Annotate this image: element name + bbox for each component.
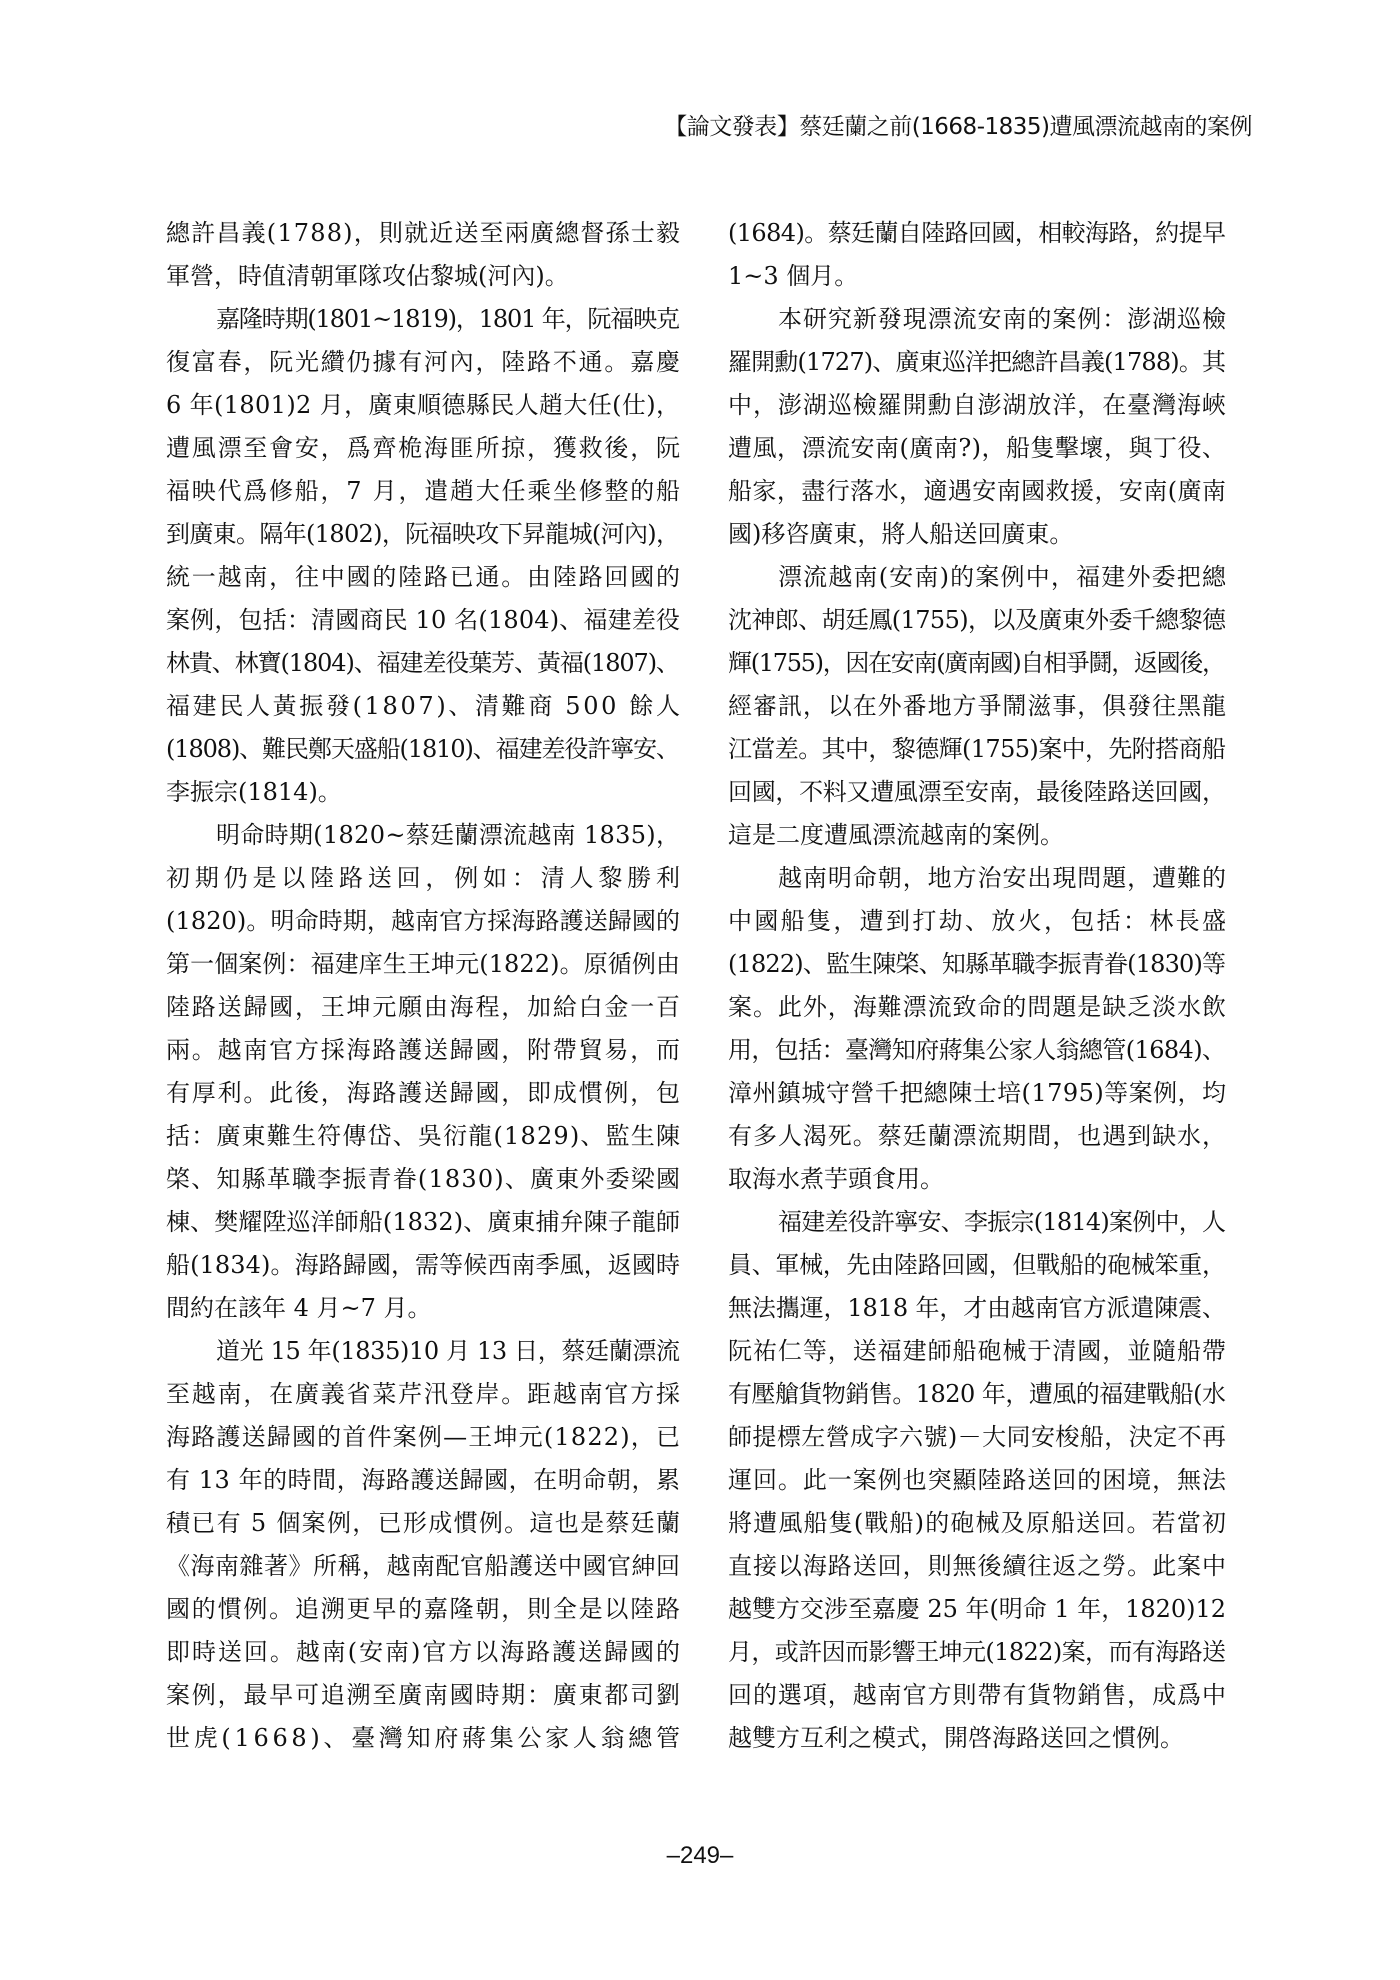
paragraph-first-line: 明命時期(1820~蔡廷蘭漂流越南 1835)， (216, 821, 681, 849)
text-line: 棟、樊耀陞巡洋師船(1832)、廣東捕弁陳子龍師 (166, 1208, 681, 1236)
text-line: (1822)、監生陳棨、知縣革職李振青眷(1830)等 (728, 950, 1226, 978)
text-line: 回的選項，越南官方則帶有貨物銷售，成爲中 (728, 1681, 1227, 1709)
text-line: 直接以海路送回，則無後續往返之勞。此案中 (728, 1552, 1227, 1580)
text-line: 沈神郎、胡廷鳳(1755)，以及廣東外委千總黎德 (728, 606, 1226, 634)
text-line: 國的慣例。追溯更早的嘉隆朝，則全是以陸路 (166, 1595, 682, 1623)
text-line: 越雙方互利之模式，開啓海路送回之慣例。 (728, 1724, 1184, 1752)
paragraph-first-line: 本研究新發現漂流安南的案例：澎湖巡檢 (778, 305, 1227, 333)
text-line: 有厚利。此後，海路護送歸國，即成慣例，包 (166, 1079, 682, 1107)
paragraph-first-line: 越南明命朝，地方治安出現問題，遭難的 (778, 864, 1227, 892)
text-line: 間約在該年 4 月~7 月。 (166, 1294, 432, 1322)
text-line: 國)移咨廣東，將人船送回廣東。 (728, 520, 1074, 548)
text-line: 案例，最早可追溯至廣南國時期：廣東都司劉 (166, 1681, 682, 1709)
text-line: 中國船隻，遭到打劫、放火，包括：林長盛 (728, 907, 1229, 935)
text-line: 林貴、林寶(1804)、福建差役葉芳、黃福(1807)、 (166, 649, 679, 677)
text-line: 軍營，時值清朝軍隊攻佔黎城(河內)。 (166, 262, 569, 290)
text-line: 江當差。其中，黎德輝(1755)案中，先附搭商船 (728, 735, 1226, 763)
page-number: –249– (666, 1842, 734, 1869)
text-column-right (728, 212, 1229, 1760)
paragraph-first-line: 嘉隆時期(1801~1819)，1801 年，阮福映克 (216, 305, 679, 333)
text-line: 1~3 個月。 (728, 262, 859, 290)
text-line: 棨、知縣革職李振青眷(1830)、廣東外委梁國 (166, 1165, 682, 1193)
text-line: 無法攜運，1818 年，才由越南官方派遣陳震、 (728, 1294, 1226, 1322)
text-line: 有壓艙貨物銷售。1820 年，遭風的福建戰船(水 (728, 1380, 1226, 1408)
text-line: 福建民人黃振發(1807)、清難商 500 餘人 (166, 692, 683, 720)
text-line: 海路護送歸國的首件案例—王坤元(1822)，已 (166, 1423, 682, 1451)
text-line: 第一個案例：福建庠生王坤元(1822)。原循例由 (166, 950, 681, 978)
text-line: 案。此外，海難漂流致命的問題是缺乏淡水飲 (728, 993, 1227, 1021)
text-line: 6 年(1801)2 月，廣東順德縣民人趙大任(仕)， (166, 391, 681, 419)
text-line: 船家，盡行落水，適遇安南國救援，安南(廣南 (728, 477, 1227, 505)
text-line: 船(1834)。海路歸國，需等候西南季風，返國時 (166, 1251, 681, 1279)
text-line: 這是二度遭風漂流越南的案例。 (728, 821, 1064, 849)
text-line: 陸路送歸國，王坤元願由海程，加給白金一百 (166, 993, 682, 1021)
text-line: 至越南，在廣義省菜芹汛登岸。距越南官方採 (166, 1380, 682, 1408)
text-line: 兩。越南官方採海路護送歸國，附帶貿易，而 (166, 1036, 682, 1064)
text-line: 遭風漂至會安，爲齊桅海匪所掠，獲救後，阮 (166, 434, 682, 462)
text-line: 用，包括：臺灣知府蔣集公家人翁總管(1684)、 (728, 1036, 1226, 1064)
text-line: 月，或許因而影響王坤元(1822)案，而有海路送 (728, 1638, 1226, 1666)
text-line: 《海南雜著》所稱，越南配官船護送中國官紳回 (166, 1552, 681, 1580)
text-line: 有 13 年的時間，海路護送歸國，在明命朝，累 (166, 1466, 681, 1494)
text-line: 總許昌義(1788)，則就近送至兩廣總督孫士毅 (166, 219, 682, 247)
text-line: 員、軍械，先由陸路回國，但戰船的砲械笨重， (728, 1251, 1226, 1279)
text-line: 案例，包括：清國商民 10 名(1804)、福建差役 (166, 606, 681, 634)
text-line: 福映代爲修船，7 月，遣趙大任乘坐修整的船 (166, 477, 682, 505)
text-line: (1684)。蔡廷蘭自陸路回國，相較海路，約提早 (728, 219, 1226, 247)
text-line: 統一越南，往中國的陸路已通。由陸路回國的 (166, 563, 682, 591)
text-line: 將遭風船隻(戰船)的砲械及原船送回。若當初 (728, 1509, 1228, 1537)
text-column-left (166, 212, 685, 1760)
text-line: 羅開勳(1727)、廣東巡洋把總許昌義(1788)。其 (728, 348, 1226, 376)
text-line: 遭風，漂流安南(廣南?)，船隻擊壞，與丁役、 (728, 434, 1227, 462)
text-line: (1808)、難民鄭天盛船(1810)、福建差役許寧安、 (166, 735, 679, 763)
text-line: 越雙方交涉至嘉慶 25 年(明命 1 年，1820)12 (728, 1595, 1226, 1623)
text-line: 經審訊，以在外番地方爭鬧滋事，俱發往黑龍 (728, 692, 1227, 720)
text-line: (1820)。明命時期，越南官方採海路護送歸國的 (166, 907, 681, 935)
text-line: 回國，不料又遭風漂至安南，最後陸路送回國， (728, 778, 1226, 806)
paragraph-first-line: 道光 15 年(1835)10 月 13 日，蔡廷蘭漂流 (216, 1337, 680, 1365)
text-line: 復富春，阮光纘仍據有河內，陸路不通。嘉慶 (166, 348, 682, 376)
text-line: 輝(1755)，因在安南(廣南國)自相爭鬪，返國後， (728, 649, 1225, 677)
text-line: 運回。此一案例也突顯陸路送回的困境，無法 (728, 1466, 1227, 1494)
text-line: 世虎(1668)、臺灣知府蔣集公家人翁總管 (166, 1724, 684, 1752)
text-line: 取海水煮芋頭食用。 (728, 1165, 944, 1193)
paragraph-first-line: 漂流越南(安南)的案例中，福建外委把總 (778, 563, 1228, 591)
text-line: 即時送回。越南(安南)官方以海路護送歸國的 (166, 1638, 682, 1666)
paragraph-first-line: 福建差役許寧安、李振宗(1814)案例中，人 (778, 1208, 1226, 1236)
text-line: 初期仍是以陸路送回，例如：清人黎勝利 (166, 864, 685, 892)
running-header: 【論文發表】蔡廷蘭之前(1668-1835)遭風漂流越南的案例 (664, 114, 1252, 140)
text-line: 到廣東。隔年(1802)，阮福映攻下昇龍城(河內)， (166, 520, 680, 548)
text-line: 李振宗(1814)。 (166, 778, 342, 806)
text-line: 師提標左營成字六號)－大同安梭船，決定不再 (728, 1423, 1227, 1451)
text-line: 漳州鎮城守營千把總陳士培(1795)等案例，均 (728, 1079, 1227, 1107)
text-line: 括：廣東難生符傳岱、吳衍龍(1829)、監生陳 (166, 1122, 682, 1150)
text-line: 積已有 5 個案例，已形成慣例。這也是蔡廷蘭 (166, 1509, 682, 1537)
text-line: 有多人渴死。蔡廷蘭漂流期間，也遇到缺水， (728, 1122, 1227, 1150)
text-line: 阮祐仁等，送福建師船砲械于清國，並隨船帶 (728, 1337, 1227, 1365)
text-line: 中，澎湖巡檢羅開勳自澎湖放洋，在臺灣海峽 (728, 391, 1227, 419)
